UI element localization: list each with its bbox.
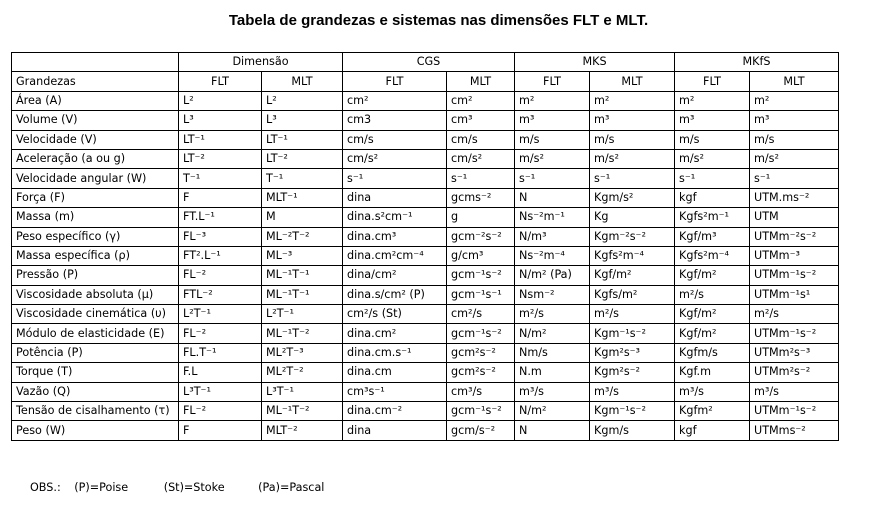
unit-cell: UTMm²s⁻² <box>750 363 839 382</box>
unit-cell: gcm/s⁻² <box>447 421 515 440</box>
unit-cell: m/s <box>515 130 590 149</box>
quantity-name-cell: Velocidade (V) <box>12 130 179 149</box>
unit-cell: cm²/s (St) <box>343 305 447 324</box>
unit-cell: m³ <box>675 111 750 130</box>
unit-cell: Ns⁻²m⁻⁴ <box>515 246 590 265</box>
unit-cell: gcm²s⁻² <box>447 343 515 362</box>
quantity-name-cell: Aceleração (a ou g) <box>12 149 179 168</box>
unit-cell: m² <box>750 91 839 110</box>
quantity-name-cell: Massa (m) <box>12 208 179 227</box>
unit-cell: cm² <box>343 91 447 110</box>
unit-cell: N/m² (Pa) <box>515 266 590 285</box>
obs-poise: (P)=Poise <box>74 481 129 494</box>
group-header-empty <box>12 53 179 72</box>
unit-cell: UTMm⁻¹s¹ <box>750 285 839 304</box>
unit-cell: FL⁻² <box>179 402 262 421</box>
table-row <box>12 188 839 207</box>
unit-cell: Kgf/m² <box>675 266 750 285</box>
unit-cell: cm²/s <box>447 305 515 324</box>
unit-cell: gcm⁻¹s⁻¹ <box>447 285 515 304</box>
unit-cell: N/m² <box>515 402 590 421</box>
unit-cell: dina.s/cm² (P) <box>343 285 447 304</box>
unit-cell: Kgm⁻²s⁻² <box>590 227 675 246</box>
unit-cell: N/m² <box>515 324 590 343</box>
unit-cell: MLT⁻² <box>262 421 343 440</box>
unit-cell: UTM <box>750 208 839 227</box>
unit-cell: N/m³ <box>515 227 590 246</box>
unit-cell: Kgf/m² <box>675 305 750 324</box>
unit-cell: s⁻¹ <box>675 169 750 188</box>
column-header: FLT <box>675 72 750 91</box>
unit-cell: s⁻¹ <box>750 169 839 188</box>
unit-cell: m/s² <box>675 149 750 168</box>
unit-cell: LT⁻¹ <box>262 130 343 149</box>
unit-cell: ML²T⁻³ <box>262 343 343 362</box>
unit-cell: dina <box>343 421 447 440</box>
units-table <box>11 52 839 441</box>
quantity-name-cell: Peso específico (γ) <box>12 227 179 246</box>
unit-cell: MLT⁻¹ <box>262 188 343 207</box>
unit-cell: Kgfm/s <box>675 343 750 362</box>
unit-cell: UTMms⁻² <box>750 421 839 440</box>
table-row <box>12 266 839 285</box>
obs-pascal: (Pa)=Pascal <box>258 481 325 494</box>
group-header-cgs: CGS <box>343 53 515 72</box>
unit-cell: LT⁻² <box>262 149 343 168</box>
quantity-name-cell: Viscosidade absoluta (μ) <box>12 285 179 304</box>
unit-cell: m/s <box>750 130 839 149</box>
unit-cell: dina <box>343 188 447 207</box>
unit-cell: UTM.ms⁻² <box>750 188 839 207</box>
unit-cell: Ns⁻²m⁻¹ <box>515 208 590 227</box>
unit-cell: FTL⁻² <box>179 285 262 304</box>
quantity-name-cell: Volume (V) <box>12 111 179 130</box>
unit-cell: kgf <box>675 421 750 440</box>
unit-cell: m³ <box>515 111 590 130</box>
column-header: MLT <box>447 72 515 91</box>
unit-cell: Kgf/m³ <box>675 227 750 246</box>
unit-cell: m/s <box>675 130 750 149</box>
unit-cell: L² <box>179 91 262 110</box>
quantity-name-cell: Peso (W) <box>12 421 179 440</box>
unit-cell: UTMm⁻³ <box>750 246 839 265</box>
unit-cell: FL.T⁻¹ <box>179 343 262 362</box>
group-header-row <box>12 53 839 72</box>
unit-cell: L² <box>262 91 343 110</box>
unit-cell: gcm²s⁻² <box>447 363 515 382</box>
unit-cell: cm³s⁻¹ <box>343 382 447 401</box>
unit-cell: dina.cm²cm⁻⁴ <box>343 246 447 265</box>
unit-cell: ML⁻¹T⁻¹ <box>262 285 343 304</box>
quantity-name-cell: Vazão (Q) <box>12 382 179 401</box>
unit-cell: cm/s <box>447 130 515 149</box>
unit-cell: L²T⁻¹ <box>179 305 262 324</box>
table-row <box>12 343 839 362</box>
unit-cell: m/s² <box>515 149 590 168</box>
unit-cell: s⁻¹ <box>343 169 447 188</box>
obs-label: OBS.: <box>30 481 61 494</box>
unit-cell: dina.cm³ <box>343 227 447 246</box>
unit-cell: g <box>447 208 515 227</box>
unit-cell: m³/s <box>750 382 839 401</box>
unit-cell: dina/cm² <box>343 266 447 285</box>
group-header-mks: MKS <box>515 53 675 72</box>
unit-cell: cm/s <box>343 130 447 149</box>
unit-cell: m²/s <box>675 285 750 304</box>
unit-cell: FL⁻³ <box>179 227 262 246</box>
unit-cell: FT².L⁻¹ <box>179 246 262 265</box>
column-header: FLT <box>343 72 447 91</box>
unit-cell: m²/s <box>515 305 590 324</box>
unit-cell: dina.cm.s⁻¹ <box>343 343 447 362</box>
table-row <box>12 285 839 304</box>
unit-cell: LT⁻² <box>179 149 262 168</box>
unit-cell: L³ <box>262 111 343 130</box>
quantity-name-cell: Massa específica (ρ) <box>12 246 179 265</box>
unit-cell: ML⁻¹T⁻² <box>262 402 343 421</box>
quantity-name-cell: Velocidade angular (W) <box>12 169 179 188</box>
unit-cell: F <box>179 421 262 440</box>
unit-cell: cm² <box>447 91 515 110</box>
unit-cell: N.m <box>515 363 590 382</box>
unit-cell: m³/s <box>675 382 750 401</box>
unit-cell: s⁻¹ <box>447 169 515 188</box>
obs-note <box>30 481 324 494</box>
unit-cell: UTMm²s⁻³ <box>750 343 839 362</box>
column-header: FLT <box>515 72 590 91</box>
table-row <box>12 421 839 440</box>
table-row <box>12 111 839 130</box>
unit-cell: FT.L⁻¹ <box>179 208 262 227</box>
unit-cell: gcm⁻¹s⁻² <box>447 324 515 343</box>
unit-cell: s⁻¹ <box>590 169 675 188</box>
column-header: FLT <box>179 72 262 91</box>
unit-cell: Kgm⁻¹s⁻² <box>590 324 675 343</box>
unit-cell: Kgfs/m² <box>590 285 675 304</box>
quantity-name-cell: Viscosidade cinemática (υ) <box>12 305 179 324</box>
quantity-name-cell: Potência (P) <box>12 343 179 362</box>
unit-cell: dina.cm <box>343 363 447 382</box>
table-row <box>12 149 839 168</box>
group-header-dimensao: Dimensão <box>179 53 343 72</box>
column-header-grandezas: Grandezas <box>12 72 179 91</box>
unit-cell: L³ <box>179 111 262 130</box>
unit-cell: m²/s <box>750 305 839 324</box>
unit-cell: Kgf/m² <box>675 324 750 343</box>
unit-cell: L³T⁻¹ <box>262 382 343 401</box>
unit-cell: ML⁻³ <box>262 246 343 265</box>
unit-cell: kgf <box>675 188 750 207</box>
unit-cell: ML²T⁻² <box>262 363 343 382</box>
unit-cell: m³ <box>590 111 675 130</box>
unit-cell: m³/s <box>590 382 675 401</box>
unit-cell: m/s² <box>750 149 839 168</box>
table-row <box>12 402 839 421</box>
column-header: MLT <box>750 72 839 91</box>
table-row <box>12 130 839 149</box>
unit-cell: Kgfs²m⁻¹ <box>675 208 750 227</box>
column-header: MLT <box>262 72 343 91</box>
unit-cell: m³/s <box>515 382 590 401</box>
unit-cell: M <box>262 208 343 227</box>
column-header: MLT <box>590 72 675 91</box>
unit-cell: Kgm⁻¹s⁻² <box>590 402 675 421</box>
unit-cell: Kgm/s <box>590 421 675 440</box>
unit-cell: T⁻¹ <box>262 169 343 188</box>
page-title: Tabela de grandezas e sistemas nas dimensões FLT e MLT. <box>228 12 649 29</box>
quantity-name-cell: Pressão (P) <box>12 266 179 285</box>
unit-cell: FL⁻² <box>179 266 262 285</box>
unit-cell: ML⁻¹T⁻¹ <box>262 266 343 285</box>
quantity-name-cell: Área (A) <box>12 91 179 110</box>
unit-cell: Kgf/m² <box>590 266 675 285</box>
table-row <box>12 246 839 265</box>
unit-cell: m² <box>675 91 750 110</box>
unit-cell: Kgm/s² <box>590 188 675 207</box>
table-row <box>12 208 839 227</box>
unit-cell: UTMm⁻¹s⁻² <box>750 402 839 421</box>
column-header-row <box>12 72 839 91</box>
unit-cell: cm³/s <box>447 382 515 401</box>
quantity-name-cell: Tensão de cisalhamento (τ) <box>12 402 179 421</box>
table-row <box>12 305 839 324</box>
unit-cell: s⁻¹ <box>515 169 590 188</box>
unit-cell: cm3 <box>343 111 447 130</box>
unit-cell: m²/s <box>590 305 675 324</box>
table-row <box>12 169 839 188</box>
table-row <box>12 91 839 110</box>
unit-cell: UTMm⁻¹s⁻² <box>750 266 839 285</box>
unit-cell: F.L <box>179 363 262 382</box>
unit-cell: gcm⁻¹s⁻² <box>447 266 515 285</box>
unit-cell: Kgm²s⁻² <box>590 363 675 382</box>
unit-cell: Kgm²s⁻³ <box>590 343 675 362</box>
quantity-name-cell: Força (F) <box>12 188 179 207</box>
unit-cell: UTMm⁻²s⁻² <box>750 227 839 246</box>
quantity-name-cell: Torque (T) <box>12 363 179 382</box>
unit-cell: m² <box>515 91 590 110</box>
unit-cell: m/s² <box>590 149 675 168</box>
unit-cell: N <box>515 188 590 207</box>
unit-cell: m³ <box>750 111 839 130</box>
unit-cell: gcm⁻¹s⁻² <box>447 402 515 421</box>
table-row <box>12 363 839 382</box>
unit-cell: gcm⁻²s⁻² <box>447 227 515 246</box>
unit-cell: Nm/s <box>515 343 590 362</box>
unit-cell: cm/s² <box>343 149 447 168</box>
unit-cell: LT⁻¹ <box>179 130 262 149</box>
unit-cell: m/s <box>590 130 675 149</box>
unit-cell: m² <box>590 91 675 110</box>
unit-cell: cm/s² <box>447 149 515 168</box>
unit-cell: g/cm³ <box>447 246 515 265</box>
unit-cell: Kgf.m <box>675 363 750 382</box>
group-header-mkfs: MKfS <box>675 53 839 72</box>
unit-cell: N <box>515 421 590 440</box>
unit-cell: dina.s²cm⁻¹ <box>343 208 447 227</box>
unit-cell: ML⁻¹T⁻² <box>262 324 343 343</box>
unit-cell: UTMm⁻¹s⁻² <box>750 324 839 343</box>
unit-cell: Kgfm² <box>675 402 750 421</box>
quantity-name-cell: Módulo de elasticidade (E) <box>12 324 179 343</box>
unit-cell: ML⁻²T⁻² <box>262 227 343 246</box>
obs-stoke: (St)=Stoke <box>163 481 225 494</box>
table-row <box>12 324 839 343</box>
unit-cell: dina.cm⁻² <box>343 402 447 421</box>
unit-cell: Kg <box>590 208 675 227</box>
unit-cell: L²T⁻¹ <box>262 305 343 324</box>
table-row <box>12 227 839 246</box>
unit-cell: Kgfs²m⁻⁴ <box>675 246 750 265</box>
unit-cell: F <box>179 188 262 207</box>
table-row <box>12 382 839 401</box>
unit-cell: FL⁻² <box>179 324 262 343</box>
unit-cell: gcms⁻² <box>447 188 515 207</box>
unit-cell: T⁻¹ <box>179 169 262 188</box>
unit-cell: Nsm⁻² <box>515 285 590 304</box>
unit-cell: cm³ <box>447 111 515 130</box>
unit-cell: dina.cm² <box>343 324 447 343</box>
unit-cell: Kgfs²m⁻⁴ <box>590 246 675 265</box>
unit-cell: L³T⁻¹ <box>179 382 262 401</box>
